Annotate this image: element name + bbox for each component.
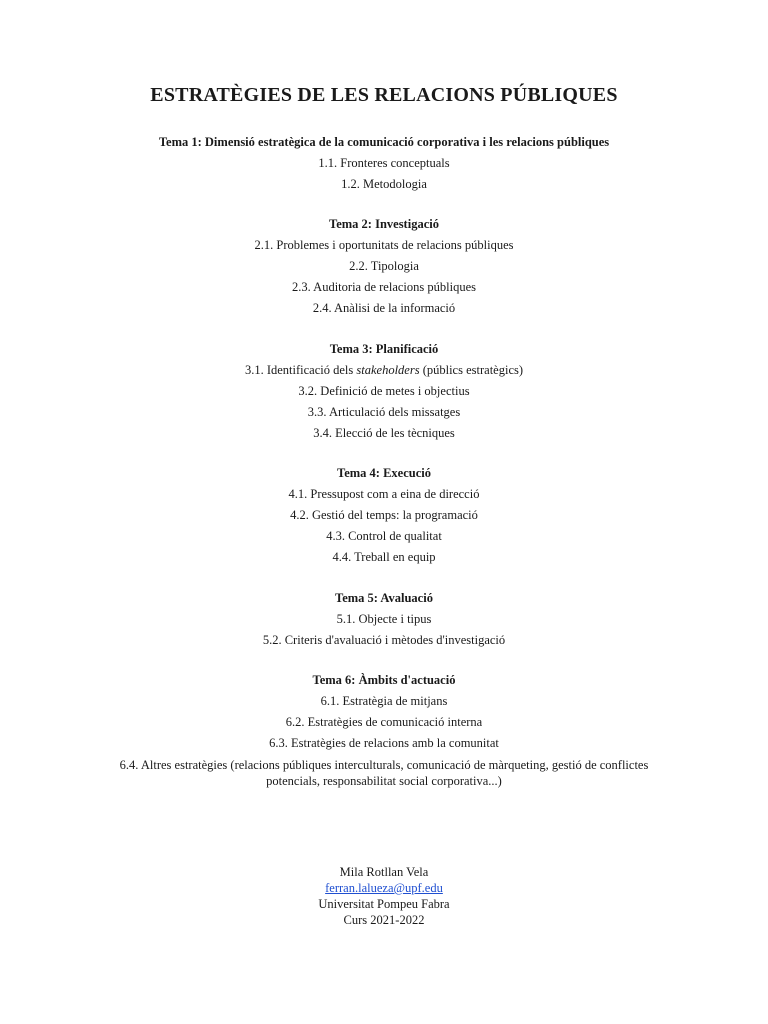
topic-heading: Tema 4: Execució: [337, 466, 431, 480]
topic-item: 1.1. Fronteres conceptuals: [318, 156, 450, 170]
topic-5: [0, 591, 768, 654]
topic-item: 5.1. Objecte i tipus: [336, 612, 432, 626]
topic-item: 4.4. Treball en equip: [332, 550, 436, 564]
topic-item: 6.3. Estratègies de relacions amb la comunitat: [269, 736, 499, 750]
topic-heading: Tema 5: Avaluació: [335, 591, 433, 605]
topic-1: [0, 135, 768, 198]
topic-item: 6.2. Estratègies de comunicació interna: [285, 715, 483, 729]
topic-item: 2.4. Anàlisi de la informació: [312, 301, 456, 315]
topic-item: 4.3. Control de qualitat: [326, 529, 442, 543]
topic-heading: Tema 3: Planificació: [329, 342, 439, 356]
topic-item: 5.2. Criteris d'avaluació i mètodes d'investigació: [262, 633, 506, 647]
topic-item-suffix: (públics estratègics): [422, 363, 524, 377]
course-year: Curs 2021-2022: [343, 913, 425, 927]
institution-name: Universitat Pompeu Fabra: [318, 897, 450, 911]
author-email-link[interactable]: ferran.lalueza@upf.edu: [325, 881, 443, 895]
topic-item: 2.1. Problemes i oportunitats de relacions públiques: [254, 238, 514, 252]
document-title: ESTRATÈGIES DE LES RELACIONS PÚBLIQUES: [150, 84, 618, 106]
author-name: Mila Rotllan Vela: [339, 865, 429, 879]
topic-4: [0, 466, 768, 571]
topic-heading: Tema 2: Investigació: [329, 217, 439, 231]
topic-item: 3.2. Definició de metes i objectius: [298, 384, 470, 398]
topic-item: 3.3. Articulació dels missatges: [307, 405, 461, 419]
topic-item: 4.1. Pressupost com a eina de direcció: [288, 487, 480, 501]
topic-item: 6.4. Altres estratègies (relacions públiques interculturals, comunicació de màrqueting, gestió de conflictes potencials, responsabilitat social corporativa...): [119, 758, 649, 788]
topic-item: 3.4. Elecció de les tècniques: [313, 426, 455, 440]
topic-heading: Tema 1: Dimensió estratègica de la comunicació corporativa i les relacions públiques: [158, 135, 610, 149]
topic-6: [0, 673, 768, 796]
topic-item: [0, 363, 768, 377]
topic-2: [0, 217, 768, 322]
topic-item: 2.3. Auditoria de relacions públiques: [292, 280, 476, 294]
topic-item: 1.2. Metodologia: [341, 177, 427, 191]
topic-item: 6.1. Estratègia de mitjans: [320, 694, 448, 708]
topic-heading: Tema 6: Àmbits d'actuació: [312, 673, 456, 687]
topic-item: 4.2. Gestió del temps: la programació: [290, 508, 478, 522]
topic-3: [0, 342, 768, 447]
topic-item-prefix: 3.1. Identificació dels: [244, 363, 354, 377]
topic-item-italic: stakeholders: [356, 363, 420, 377]
topic-item: 2.2. Tipologia: [349, 259, 419, 273]
document-footer: [0, 864, 768, 928]
